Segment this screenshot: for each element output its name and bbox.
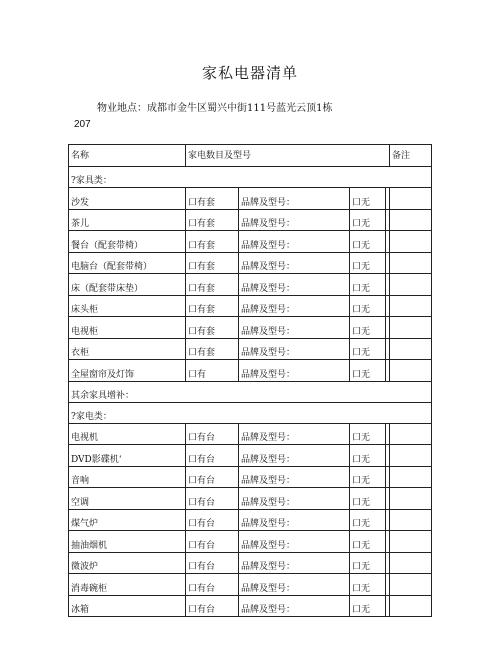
item-name: 空调 bbox=[69, 488, 186, 510]
remark-cell bbox=[390, 317, 432, 339]
item-name: 茶儿 bbox=[69, 209, 186, 231]
have-checkbox-label: 口有套 bbox=[186, 231, 239, 253]
header-model: 家电数目及型号 bbox=[186, 145, 390, 167]
table-header-row bbox=[69, 145, 432, 167]
furniture-section-label: ?家具类： bbox=[69, 167, 432, 188]
brand-model-field: 品牌及型号： bbox=[239, 595, 350, 617]
remark-cell bbox=[390, 595, 432, 617]
have-checkbox-label: 口有套 bbox=[186, 317, 239, 339]
inventory-table bbox=[68, 144, 432, 617]
remark-cell bbox=[390, 509, 432, 531]
item-name: 电视机 bbox=[69, 423, 186, 445]
brand-model-field: 品牌及型号： bbox=[239, 445, 350, 467]
item-name: 沙发 bbox=[69, 188, 186, 210]
none-checkbox-label: 口无 bbox=[350, 509, 386, 531]
appliance-row bbox=[69, 531, 432, 553]
have-checkbox-label: 口有套 bbox=[186, 338, 239, 360]
item-name: DVD影碟机‘ bbox=[69, 445, 186, 467]
brand-model-field: 品牌及型号： bbox=[239, 574, 350, 596]
remark-cell bbox=[390, 252, 432, 274]
item-name: 全屋窗帘及灯饰 bbox=[69, 360, 186, 382]
have-checkbox-label: 口有台 bbox=[186, 595, 239, 617]
have-checkbox-label: 口有台 bbox=[186, 531, 239, 553]
section-row bbox=[69, 402, 432, 423]
brand-model-field: 品牌及型号： bbox=[239, 188, 350, 210]
brand-model-field: 品牌及型号： bbox=[239, 252, 350, 274]
brand-model-field: 品牌及型号： bbox=[239, 231, 350, 253]
brand-model-field: 品牌及型号： bbox=[239, 423, 350, 445]
section-row bbox=[69, 381, 432, 402]
none-checkbox-label: 口无 bbox=[350, 466, 386, 488]
none-checkbox-label: 口无 bbox=[350, 531, 386, 553]
none-checkbox-label: 口无 bbox=[350, 209, 386, 231]
none-checkbox-label: 口无 bbox=[350, 317, 386, 339]
item-name: 床（配套带床垫） bbox=[69, 274, 186, 296]
furniture-row bbox=[69, 338, 432, 360]
none-checkbox-label: 口无 bbox=[350, 552, 386, 574]
none-checkbox-label: 口无 bbox=[350, 574, 386, 596]
item-name: 衣柜 bbox=[69, 338, 186, 360]
item-name: 音响 bbox=[69, 466, 186, 488]
item-name: 床头柜 bbox=[69, 295, 186, 317]
none-checkbox-label: 口无 bbox=[350, 338, 386, 360]
furniture-row bbox=[69, 252, 432, 274]
none-checkbox-label: 口无 bbox=[350, 231, 386, 253]
appliance-row bbox=[69, 595, 432, 617]
remark-cell bbox=[390, 231, 432, 253]
none-checkbox-label: 口无 bbox=[350, 360, 386, 382]
remark-cell bbox=[390, 488, 432, 510]
remark-cell bbox=[390, 423, 432, 445]
furniture-row bbox=[69, 295, 432, 317]
have-checkbox-label: 口有 bbox=[186, 360, 239, 382]
appliance-row bbox=[69, 509, 432, 531]
brand-model-field: 品牌及型号： bbox=[239, 531, 350, 553]
remark-cell bbox=[390, 188, 432, 210]
none-checkbox-label: 口无 bbox=[350, 252, 386, 274]
furniture-row bbox=[69, 360, 432, 382]
have-checkbox-label: 口有套 bbox=[186, 209, 239, 231]
none-checkbox-label: 口无 bbox=[350, 295, 386, 317]
appliance-row bbox=[69, 423, 432, 445]
remark-cell bbox=[390, 574, 432, 596]
none-checkbox-label: 口无 bbox=[350, 595, 386, 617]
appliance-section-label: ?家电类： bbox=[69, 402, 432, 423]
have-checkbox-label: 口有套 bbox=[186, 252, 239, 274]
appliance-row bbox=[69, 574, 432, 596]
remark-cell bbox=[390, 360, 432, 382]
furniture-row bbox=[69, 231, 432, 253]
none-checkbox-label: 口无 bbox=[350, 274, 386, 296]
none-checkbox-label: 口无 bbox=[350, 445, 386, 467]
brand-model-field: 品牌及型号： bbox=[239, 274, 350, 296]
brand-model-field: 品牌及型号： bbox=[239, 552, 350, 574]
none-checkbox-label: 口无 bbox=[350, 188, 386, 210]
have-checkbox-label: 口有台 bbox=[186, 509, 239, 531]
brand-model-field: 品牌及型号： bbox=[239, 209, 350, 231]
brand-model-field: 品牌及型号： bbox=[239, 360, 350, 382]
brand-model-field: 品牌及型号： bbox=[239, 338, 350, 360]
brand-model-field: 品牌及型号： bbox=[239, 466, 350, 488]
have-checkbox-label: 口有台 bbox=[186, 488, 239, 510]
have-checkbox-label: 口有台 bbox=[186, 574, 239, 596]
furniture-row bbox=[69, 317, 432, 339]
remark-cell bbox=[390, 552, 432, 574]
furniture-row bbox=[69, 274, 432, 296]
item-name: 电视柜 bbox=[69, 317, 186, 339]
item-name: 抽油烟机 bbox=[69, 531, 186, 553]
item-name: 餐台（配套带椅） bbox=[69, 231, 186, 253]
other-furniture-label: 其余家具增补： bbox=[69, 381, 432, 402]
brand-model-field: 品牌及型号： bbox=[239, 317, 350, 339]
appliance-row bbox=[69, 552, 432, 574]
have-checkbox-label: 口有套 bbox=[186, 295, 239, 317]
none-checkbox-label: 口无 bbox=[350, 423, 386, 445]
brand-model-field: 品牌及型号： bbox=[239, 295, 350, 317]
furniture-row bbox=[69, 188, 432, 210]
have-checkbox-label: 口有台 bbox=[186, 466, 239, 488]
header-name: 名称 bbox=[69, 145, 186, 167]
item-name: 冰箱 bbox=[69, 595, 186, 617]
brand-model-field: 品牌及型号： bbox=[239, 488, 350, 510]
property-address: 物业地点：成都市金牛区蜀兴中街111号蓝光云顶1栋 bbox=[97, 103, 333, 114]
appliance-row bbox=[69, 466, 432, 488]
have-checkbox-label: 口有台 bbox=[186, 552, 239, 574]
item-name: 煤气炉 bbox=[69, 509, 186, 531]
remark-cell bbox=[390, 209, 432, 231]
brand-model-field: 品牌及型号： bbox=[239, 509, 350, 531]
have-checkbox-label: 口有台 bbox=[186, 423, 239, 445]
have-checkbox-label: 口有套 bbox=[186, 274, 239, 296]
have-checkbox-label: 口有台 bbox=[186, 445, 239, 467]
remark-cell bbox=[390, 295, 432, 317]
item-name: 电脑台（配套带椅） bbox=[69, 252, 186, 274]
appliance-row bbox=[69, 488, 432, 510]
furniture-row bbox=[69, 209, 432, 231]
item-name: 微波炉 bbox=[69, 552, 186, 574]
item-name: 消毒碗柜 bbox=[69, 574, 186, 596]
header-remark: 备注 bbox=[390, 145, 432, 167]
appliance-row bbox=[69, 445, 432, 467]
remark-cell bbox=[390, 274, 432, 296]
have-checkbox-label: 口有套 bbox=[186, 188, 239, 210]
remark-cell bbox=[390, 531, 432, 553]
remark-cell bbox=[390, 338, 432, 360]
property-address-continued: 207 bbox=[74, 119, 91, 130]
document-title: 家私电器清单 bbox=[201, 64, 298, 82]
section-row bbox=[69, 167, 432, 188]
remark-cell bbox=[390, 445, 432, 467]
remark-cell bbox=[390, 466, 432, 488]
none-checkbox-label: 口无 bbox=[350, 488, 386, 510]
